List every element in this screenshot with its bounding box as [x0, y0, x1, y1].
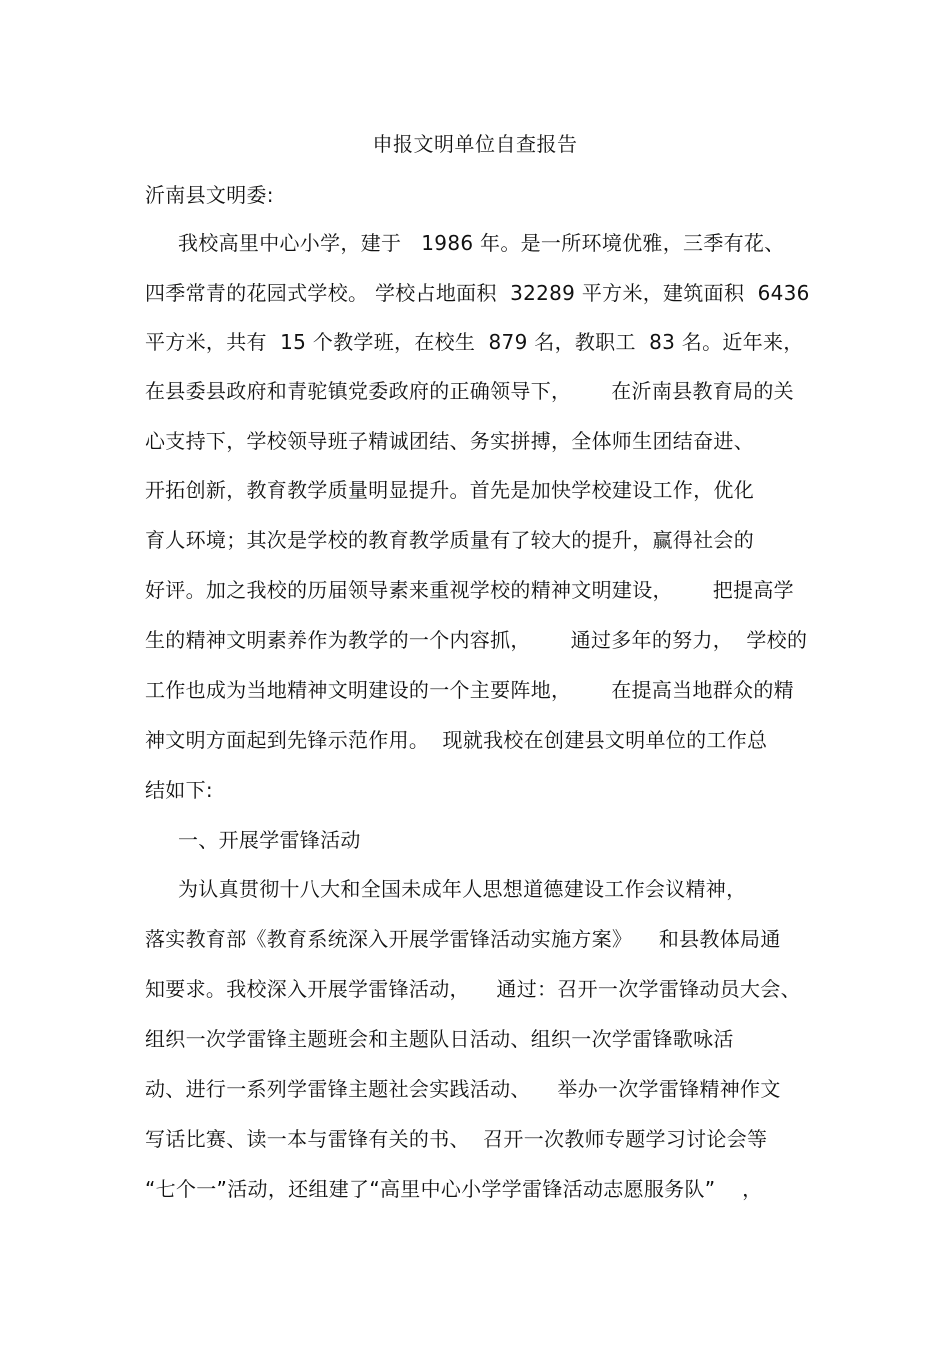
paragraph-line: 神文明方面起到先锋示范作用。 现就我校在创建县文明单位的工作总 [145, 728, 768, 752]
paragraph-line: 开拓创新，教育教学质量明显提升。首先是加快学校建设工作，优化 [145, 478, 754, 502]
paragraph-line: 动、进行一系列学雷锋主题社会实践活动、 举办一次学雷锋精神作文 [145, 1077, 781, 1101]
paragraph-line: 心支持下，学校领导班子精诚团结、务实拼搏，全体师生团结奋进、 [145, 429, 754, 453]
paragraph-line: 育人环境；其次是学校的教育教学质量有了较大的提升，赢得社会的 [145, 528, 754, 552]
paragraph-line: 在县委县政府和青驼镇党委政府的正确领导下， 在沂南县教育局的关 [145, 379, 794, 403]
section-heading: 一、开展学雷锋活动 [178, 828, 361, 852]
paragraph-line: 写话比赛、读一本与雷锋有关的书、 召开一次教师专题学习讨论会等 [145, 1127, 768, 1151]
paragraph-line: 平方米，共有 15 个教学班，在校生 879 名，教职工 83 名。近年来， [145, 330, 804, 354]
document-title: 申报文明单位自查报告 [372, 132, 578, 156]
paragraph-line: 工作也成为当地精神文明建设的一个主要阵地， 在提高当地群众的精 [145, 678, 794, 702]
paragraph-line: 落实教育部《教育系统深入开展学雷锋活动实施方案》 和县教体局通 [145, 927, 781, 951]
paragraph-line: 结如下: [145, 778, 213, 802]
salutation: 沂南县文明委: [145, 183, 274, 207]
paragraph-line: 组织一次学雷锋主题班会和主题队日活动、组织一次学雷锋歌咏活 [145, 1027, 734, 1051]
paragraph-line: “七个一”活动，还组建了“高里中心小学学雷锋活动志愿服务队” ， [145, 1177, 763, 1201]
paragraph-line: 为认真贯彻十八大和全国未成年人思想道德建设工作会议精神， [178, 877, 747, 901]
paragraph-line: 我校高里中心小学，建于 1986 年。是一所环境优雅，三季有花、 [178, 231, 785, 255]
paragraph-line: 好评。加之我校的历届领导素来重视学校的精神文明建设， 把提高学 [145, 578, 794, 602]
paragraph-line: 知要求。我校深入开展学雷锋活动， 通过：召开一次学雷锋动员大会、 [145, 977, 801, 1001]
paragraph-line: 四季常青的花园式学校。 学校占地面积 32289 平方米，建筑面积 6436 [145, 281, 810, 305]
paragraph-line: 生的精神文明素养作为教学的一个内容抓， 通过多年的努力， 学校的 [145, 628, 808, 652]
